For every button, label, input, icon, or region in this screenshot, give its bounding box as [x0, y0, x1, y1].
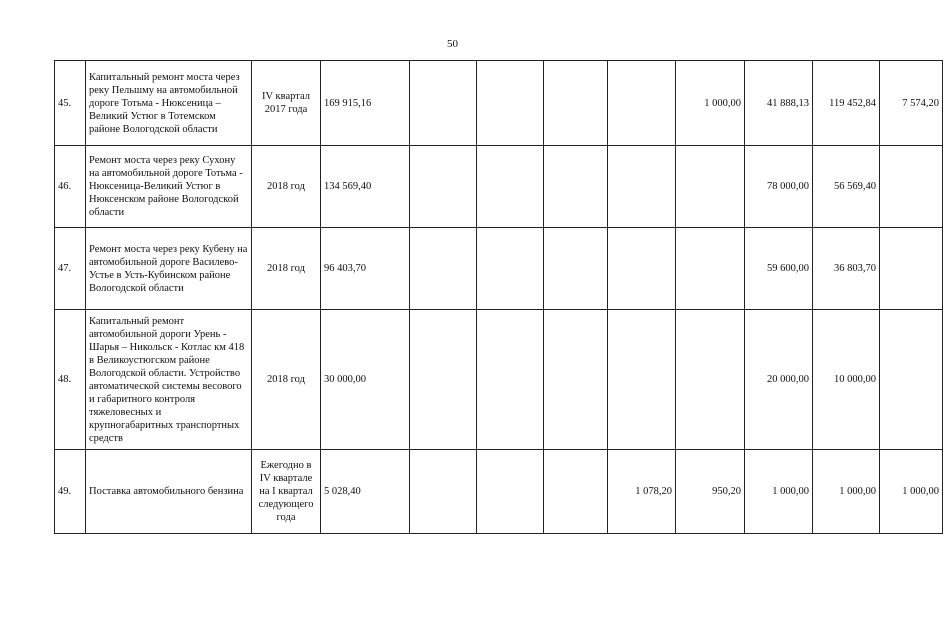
- period: 2018 год: [252, 146, 321, 228]
- value-cell: 36 803,70: [813, 228, 880, 310]
- row-number: 49.: [55, 450, 86, 534]
- period: Ежегодно в IV квартале на I квартал следующего года: [252, 450, 321, 534]
- object-name: Капитальный ремонт автомобильной дороги Урень - Шарья – Никольск - Котлас км 418 в Великоустюгском районе Вологодской области. Устройство автоматической системы весового и габаритного контроля тяжеловесных и крупногабаритных транспортных средств: [86, 310, 252, 450]
- total-cost: 96 403,70: [321, 228, 410, 310]
- value-cell: [608, 228, 676, 310]
- row-number: 45.: [55, 61, 86, 146]
- row-number: 47.: [55, 228, 86, 310]
- value-cell: 7 574,20: [880, 61, 943, 146]
- value-cell: 950,20: [676, 450, 745, 534]
- value-cell: [880, 146, 943, 228]
- page-number: 50: [447, 38, 458, 50]
- object-name: Капитальный ремонт моста через реку Пельшму на автомобильной дороге Тотьма - Нюксеница – Великий Устюг в Тотемском районе Вологодской области: [86, 61, 252, 146]
- total-cost: 169 915,16: [321, 61, 410, 146]
- value-cell: 1 000,00: [745, 450, 813, 534]
- value-cell: [477, 228, 544, 310]
- value-cell: [880, 310, 943, 450]
- total-cost: 134 569,40: [321, 146, 410, 228]
- value-cell: [477, 450, 544, 534]
- period: IV квартал 2017 года: [252, 61, 321, 146]
- value-cell: [410, 450, 477, 534]
- table-row: [55, 310, 943, 450]
- value-cell: 10 000,00: [813, 310, 880, 450]
- value-cell: [477, 310, 544, 450]
- value-cell: [544, 146, 608, 228]
- value-cell: [410, 228, 477, 310]
- value-cell: [608, 146, 676, 228]
- value-cell: 20 000,00: [745, 310, 813, 450]
- value-cell: [544, 61, 608, 146]
- value-cell: [608, 310, 676, 450]
- table-row: [55, 228, 943, 310]
- value-cell: 1 000,00: [676, 61, 745, 146]
- value-cell: [608, 61, 676, 146]
- value-cell: [410, 310, 477, 450]
- value-cell: 78 000,00: [745, 146, 813, 228]
- table-row: [55, 61, 943, 146]
- value-cell: [880, 228, 943, 310]
- object-name: Ремонт моста через реку Кубену на автомобильной дороге Василево-Устье в Усть-Кубинском районе Вологодской области: [86, 228, 252, 310]
- period: 2018 год: [252, 310, 321, 450]
- value-cell: [544, 450, 608, 534]
- total-cost: 5 028,40: [321, 450, 410, 534]
- row-number: 48.: [55, 310, 86, 450]
- value-cell: 1 000,00: [880, 450, 943, 534]
- value-cell: [676, 310, 745, 450]
- value-cell: [676, 228, 745, 310]
- value-cell: 1 000,00: [813, 450, 880, 534]
- row-number: 46.: [55, 146, 86, 228]
- period: 2018 год: [252, 228, 321, 310]
- value-cell: [676, 146, 745, 228]
- table-row: [55, 450, 943, 534]
- object-name: Поставка автомобильного бензина: [86, 450, 252, 534]
- value-cell: 59 600,00: [745, 228, 813, 310]
- object-name: Ремонт моста через реку Сухону на автомобильной дороге Тотьма - Нюксеница-Великий Устюг в Нюксенском районе Вологодской области: [86, 146, 252, 228]
- value-cell: 1 078,20: [608, 450, 676, 534]
- value-cell: [477, 146, 544, 228]
- value-cell: [410, 146, 477, 228]
- value-cell: 56 569,40: [813, 146, 880, 228]
- value-cell: [544, 310, 608, 450]
- value-cell: 119 452,84: [813, 61, 880, 146]
- total-cost: 30 000,00: [321, 310, 410, 450]
- budget-table: [54, 60, 943, 534]
- value-cell: 41 888,13: [745, 61, 813, 146]
- value-cell: [410, 61, 477, 146]
- value-cell: [544, 228, 608, 310]
- table-row: [55, 146, 943, 228]
- value-cell: [477, 61, 544, 146]
